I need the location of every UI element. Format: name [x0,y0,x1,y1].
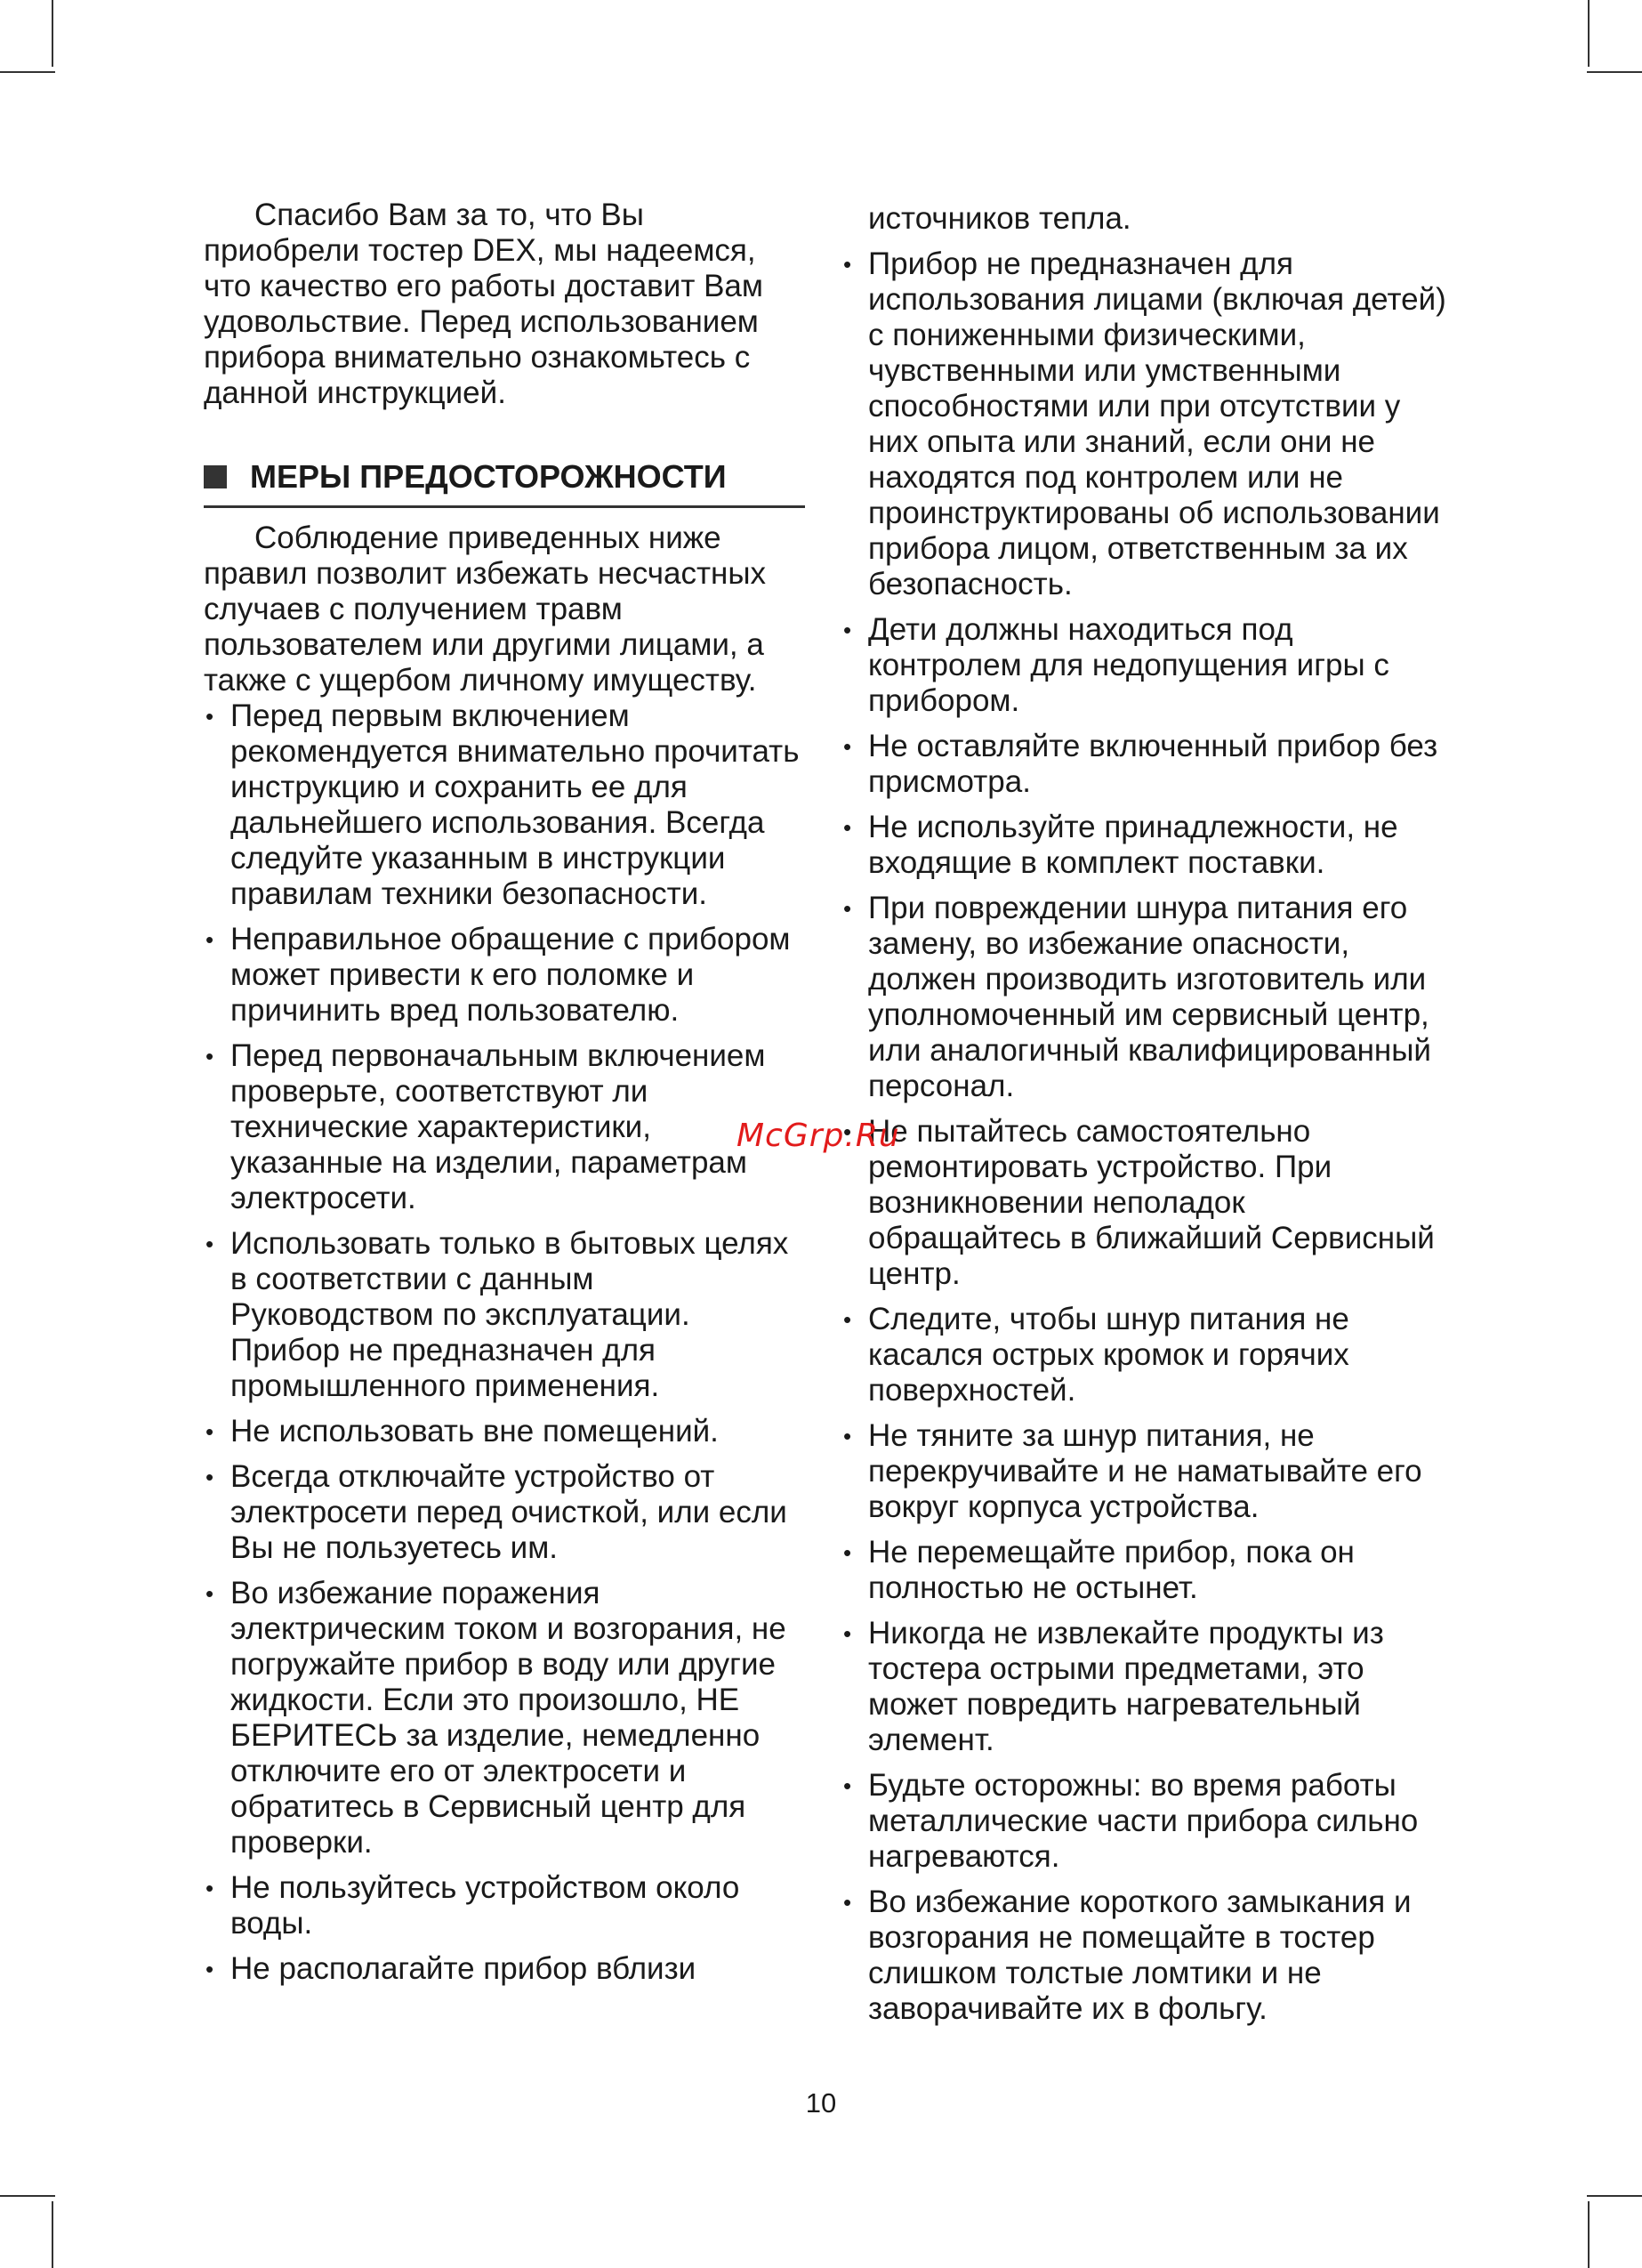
list-item: • Не располагайте прибор вблизи [204,1951,805,1987]
crop-mark [52,0,53,67]
list-item: • Во избежание короткого замыкания и возгорания не помещайте в тостер слишком толстые ломтики и не заворачивайте их в фольгу. [841,1885,1446,2027]
list-item: • Использовать только в бытовых целях в соответствии с данным Руководством по эксплуатации. Прибор не предназначен для промышленного применения. [204,1226,805,1404]
safety-list-left [204,698,805,1987]
list-item: • Не используйте принадлежности, не входящие в комплект поставки. [841,810,1446,881]
left-column [204,198,805,1987]
list-item: • Будьте осторожны: во время работы металлические части прибора сильно нагреваются. [841,1768,1446,1875]
crop-mark [1588,0,1590,67]
intro-paragraph: Спасибо Вам за то, что Вы приобрели тостер DEX, мы надеемся, что качество его работы доставит Вам удовольствие. Перед использованием прибора внимательно ознакомьтесь с данной инструкцией. [204,198,763,410]
crop-mark [1587,2195,1642,2197]
square-bullet-icon [204,465,227,488]
list-item: • При повреждении шнура питания его замену, во избежание опасности, должен производить изготовитель или уполномоченный им сервисный центр, или аналогичный квалифицированный персонал. [841,891,1446,1104]
crop-mark [0,71,55,73]
list-item: • Неправильное обращение с прибором может привести к его поломке и причинить вред пользователю. [204,922,805,1029]
section-heading-text: МЕРЫ ПРЕДОСТОРОЖНОСТИ [250,458,727,495]
right-column [841,201,1446,2027]
watermark: McGrp.Ru [736,1118,900,1154]
list-item-continuation: источников тепла. [868,201,1131,236]
safety-intro-paragraph: Соблюдение приведенных ниже правил позволит избежать несчастных случаев с получением травм пользователем или другими лицами, а также с ущербом личному имуществу. [204,521,767,698]
list-item: • Прибор не предназначен для использования лицами (включая детей) с пониженными физическими, чувственными или умственными способностями или при отсутствии у них опыта или знаний, если они не находятся под контролем или не проинструктированы об использовании прибора лицом, ответственным за их безопасность. [841,246,1446,602]
list-item: • Не использовать вне помещений. [204,1414,805,1449]
list-item: • Не перемещайте прибор, пока он полностью не остынет. [841,1535,1446,1606]
list-item: • Не оставляйте включенный прибор без присмотра. [841,729,1446,800]
list-item: • Никогда не извлекайте продукты из тостера острыми предметами, это может повредить нагревательный элемент. [841,1616,1446,1758]
crop-mark [1587,71,1642,73]
page-number: 10 [805,2087,837,2119]
list-item: • Всегда отключайте устройство от электросети перед очисткой, или если Вы не пользуетесь им. [204,1459,805,1566]
list-item: • Перед первоначальным включением проверьте, соответствуют ли технические характеристики, указанные на изделии, параметрам электросети. [204,1038,805,1216]
crop-mark [52,2201,53,2268]
list-item: • Не тяните за шнур питания, не перекручивайте и не наматывайте его вокруг корпуса устройства. [841,1418,1446,1525]
list-item: • Не пытайтесь самостоятельно ремонтировать устройство. При возникновении неполадок обращайтесь в ближайший Сервисный центр. [841,1114,1446,1292]
list-item: • Не пользуйтесь устройством около воды. [204,1870,805,1941]
safety-list-right [841,246,1446,2027]
list-item: • Перед первым включением рекомендуется внимательно прочитать инструкцию и сохранить ее для дальнейшего использования. Всегда следуйте указанным в инструкции правилам техники безопасности. [204,698,805,912]
list-item: • Дети должны находиться под контролем для недопущения игры с прибором. [841,612,1446,719]
crop-mark [0,2195,55,2197]
crop-mark [1588,2201,1590,2268]
list-item: • Во избежание поражения электрическим током и возгорания, не погружайте прибор в воду или другие жидкости. Если это произошло, НЕ БЕРИТЕСЬ за изделие, немедленно отключите его от электросети и обратитесь в Сервисный центр для проверки. [204,1576,805,1860]
list-item: • Следите, чтобы шнур питания не касался острых кромок и горячих поверхностей. [841,1302,1446,1408]
section-heading [204,457,805,508]
